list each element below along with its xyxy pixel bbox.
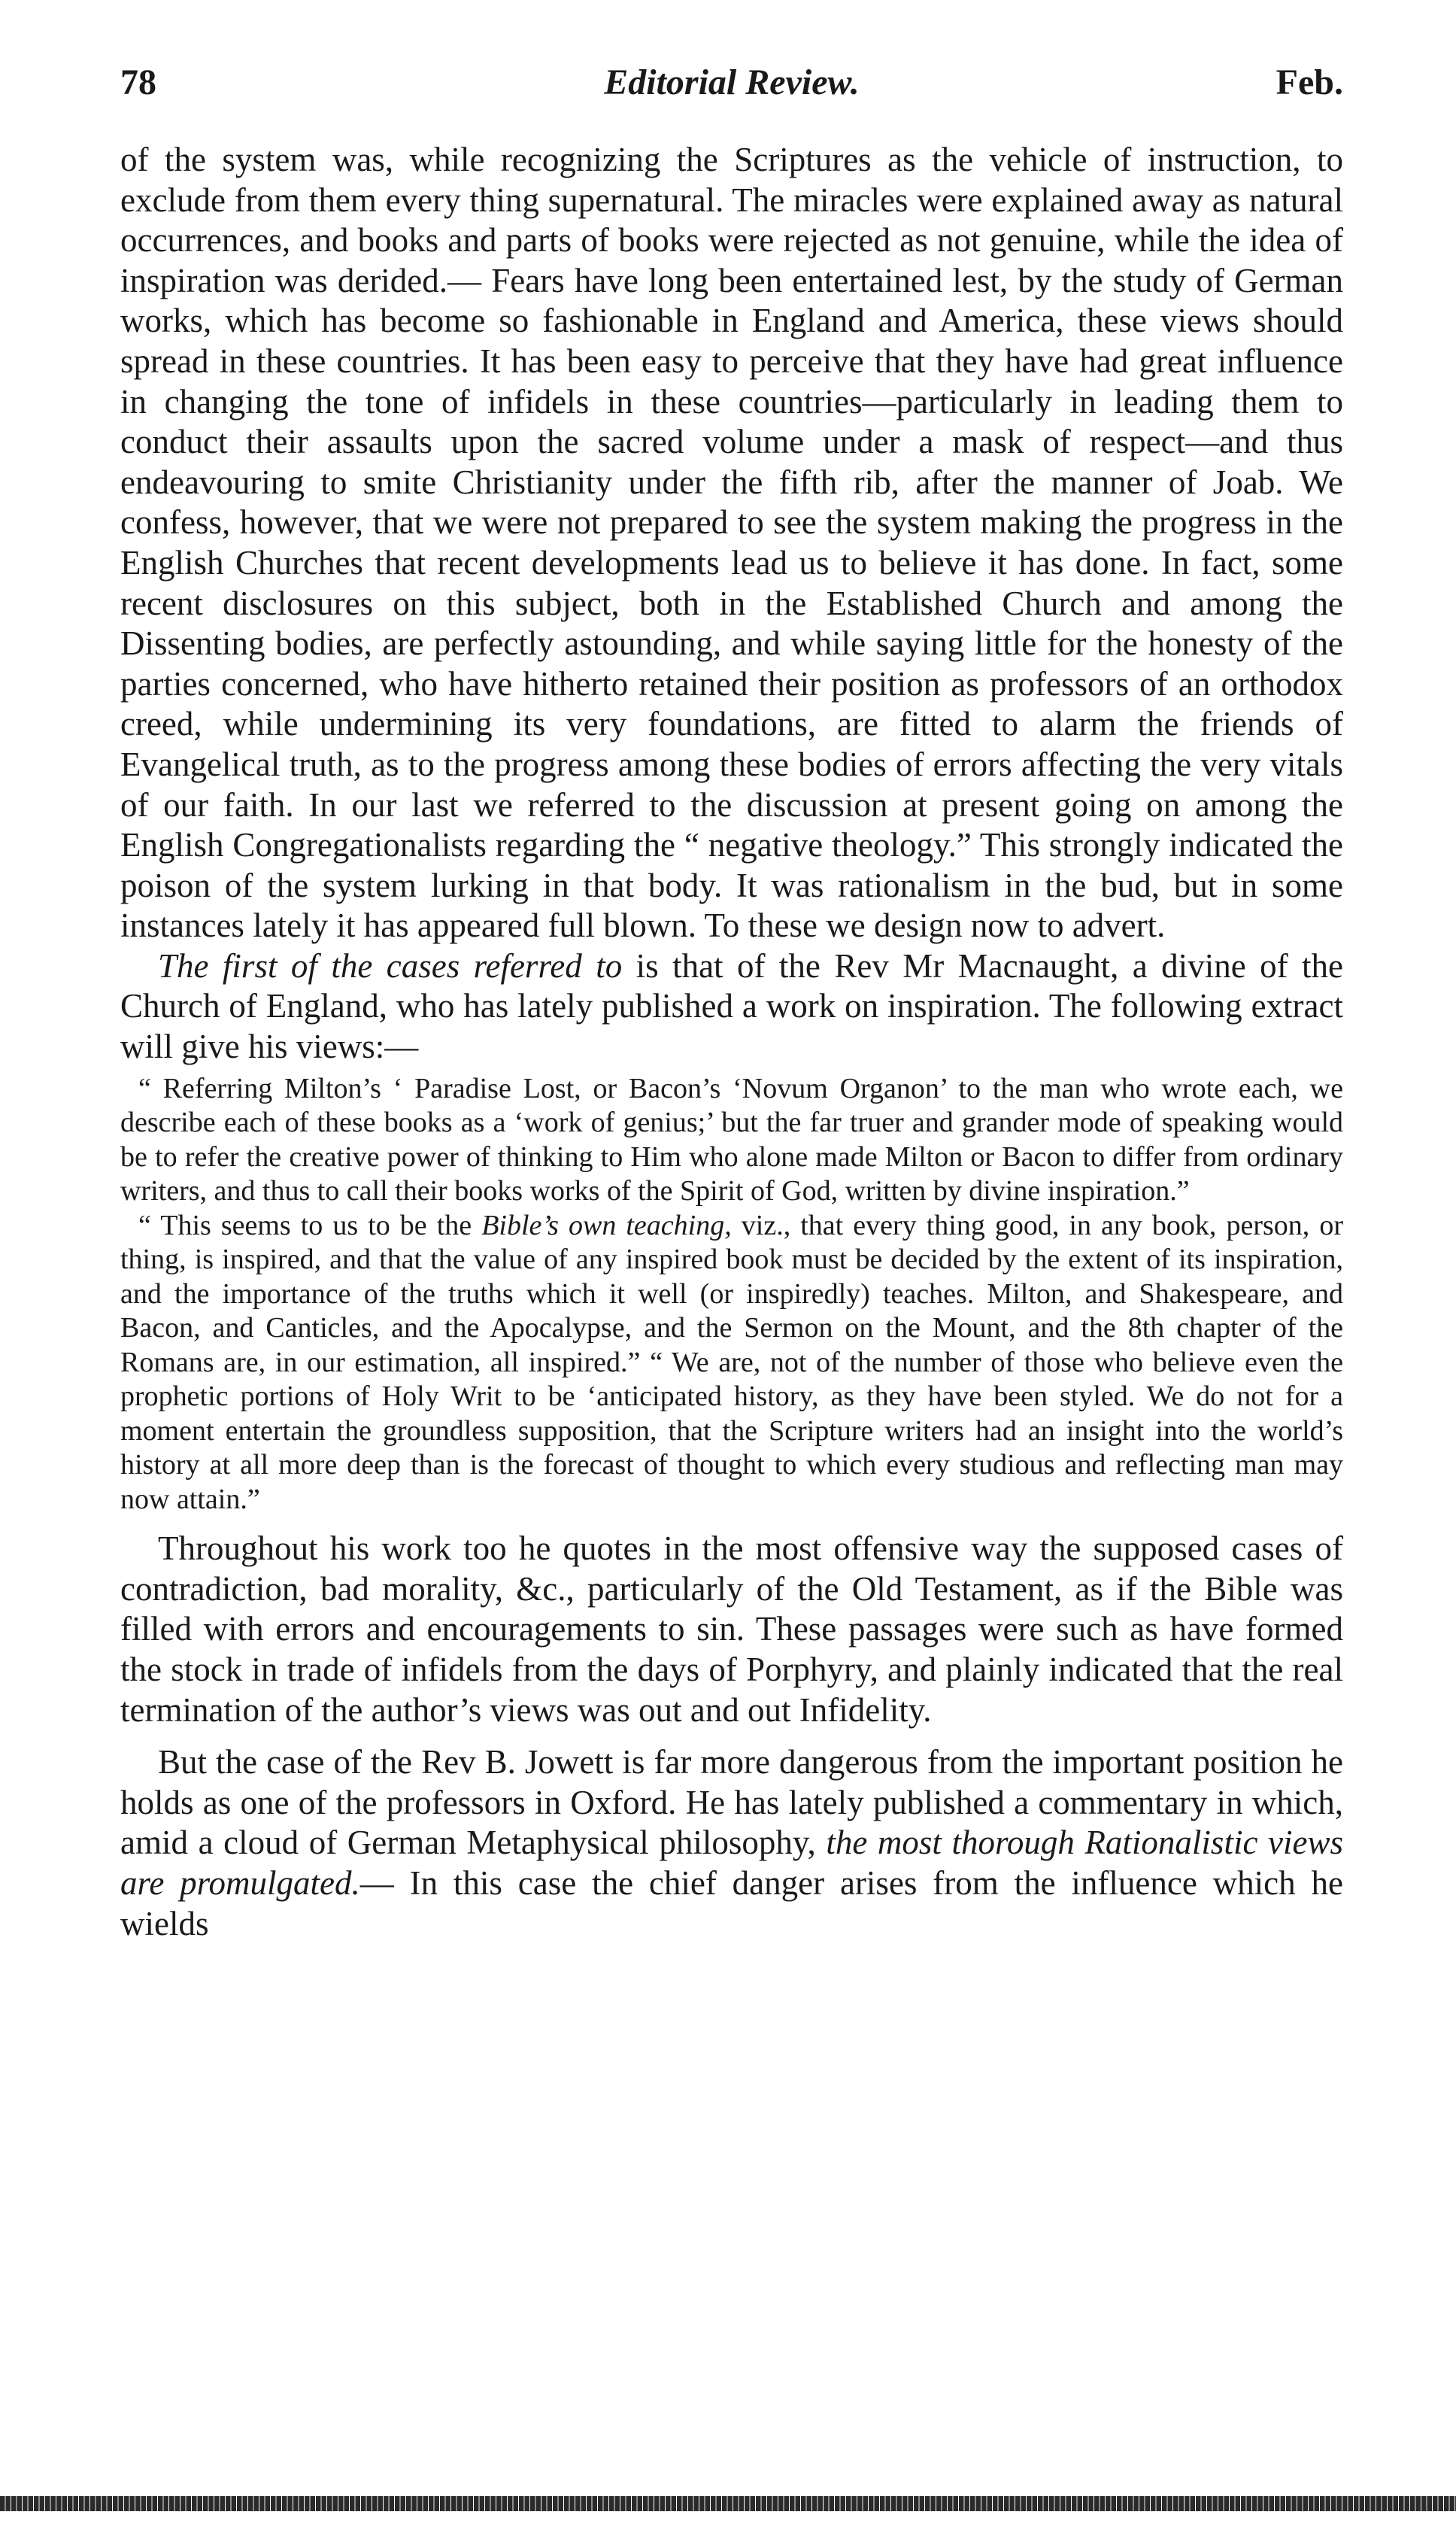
- italic-lead-in: The first of the cases referred to: [158, 946, 623, 985]
- block-quote: [120, 1072, 1343, 1517]
- running-title: Editorial Review.: [604, 62, 860, 102]
- quote-p2-rest: viz., that every thing good, in any book, person, or thing, is inspired, and that the value of any inspired book must be decided by the extent of its inspiration, and the importance of the truths which it well (or inspiredly) teaches. Milton, and Shakespeare, and Bacon, and Canticles, and the Apocalypse, and the Sermon on the Mount, and the 8th chapter of the Romans are, in our estimation, all inspired.” “ We are, not of the number of those who believe even the prophetic portions of Holy Writ to be ‘anticipated history, as they have been styled. We do not for a moment entertain the groundless supposition, that the Scripture writers had an insight into the world’s history at all more deep than is the forecast of thought to which every studious and reflecting man may now attain.”: [120, 1209, 1343, 1515]
- paragraph-opening: of the system was, while recognizing the Scriptures as the vehicle of instruction, to exclude from them every thing supernatural. The miracles were explained away as natural occurrences, and books and parts of books were rejected as not genuine, while the idea of inspiration was derided.— Fears have long been entertained lest, by the study of German works, which has become so fashionable in England and America, these views should spread in these countries. It has been easy to perceive that they have had great influence in changing the tone of infidels in these countries—particularly in leading them to conduct their assaults upon the sacred volume under a mask of respect—and thus endeavouring to smite Christianity under the fifth rib, after the manner of Joab. We confess, however, that we were not prepared to see the system making the progress in the English Churches that recent developments lead us to believe it has done. In fact, some recent disclosures on this subject, both in the Established Church and among the Dissenting bodies, are perfectly astounding, and while saying little for the honesty of the parties concerned, who have hitherto retained their position as professors of an orthodox creed, while undermining its very foundations, are fitted to alarm the friends of Evangelical truth, as to the progress among these bodies of errors affecting the very vitals of our faith. In our last we referred to the discussion at present going on among the English Congregationalists regarding the “ negative theology.” This strongly indicated the poison of the system lurking in that body. It was rationalism in the bud, but in some instances lately it has appeared full blown. To these we design now to advert.: [120, 141, 1343, 945]
- paragraph-macnaught: [120, 946, 1343, 1068]
- paragraph-macnaught-text: is that of the Rev Mr Macnaught, a divine of the Church of England, who has lately published a work on inspiration. The following extract will give his views:—: [120, 946, 1343, 1066]
- page-number: 78: [120, 62, 156, 102]
- paragraph-jowett-start: But the case of the Rev B. Jowett is far more dangerous from the important position he holds as one of the professors in Oxford. He has lately published a commentary in which, amid a cloud of German Metaphysical philosophy,: [120, 1743, 1343, 1862]
- bottom-scan-edge: [0, 2496, 1456, 2511]
- quote-p2-italic: Bible’s own teaching,: [481, 1209, 732, 1241]
- header-month: Feb.: [1276, 62, 1343, 102]
- quote-p2-start: “ This seems to us to be the: [138, 1209, 482, 1241]
- paragraph-jowett-end: — In this case the chief danger arises from the influence which he wields: [120, 1863, 1343, 1942]
- paragraph-throughout: Throughout his work too he quotes in the most offensive way the supposed cases of contradiction, bad morality, &c., particularly of the Old Testament, as if the Bible was filled with errors and encouragements to sin. These passages were such as have formed the stock in trade of infidels from the days of Porphyry, and plainly indicated that the real termination of the author’s views was out and out Infidelity.: [120, 1529, 1343, 1729]
- page-header: [120, 53, 1343, 113]
- quote-paragraph-2: [120, 1209, 1343, 1517]
- quote-paragraph-1: “ Referring Milton’s ‘ Paradise Lost, or Bacon’s ‘Novum Organon’ to the man who wrote each, we describe each of these books as a ‘work of genius;’ but the far truer and grander mode of speaking would be to refer the creative power of thinking to Him who alone made Milton or Bacon to differ from ordinary writers, and thus to call their books works of the Spirit of God, written by divine inspiration.”: [120, 1072, 1343, 1207]
- paragraph-jowett-italic: the most thorough Rationalistic views are promulgated.: [120, 1824, 1344, 1902]
- article-body: [120, 140, 1343, 1944]
- paragraph-jowett: [120, 1742, 1343, 1944]
